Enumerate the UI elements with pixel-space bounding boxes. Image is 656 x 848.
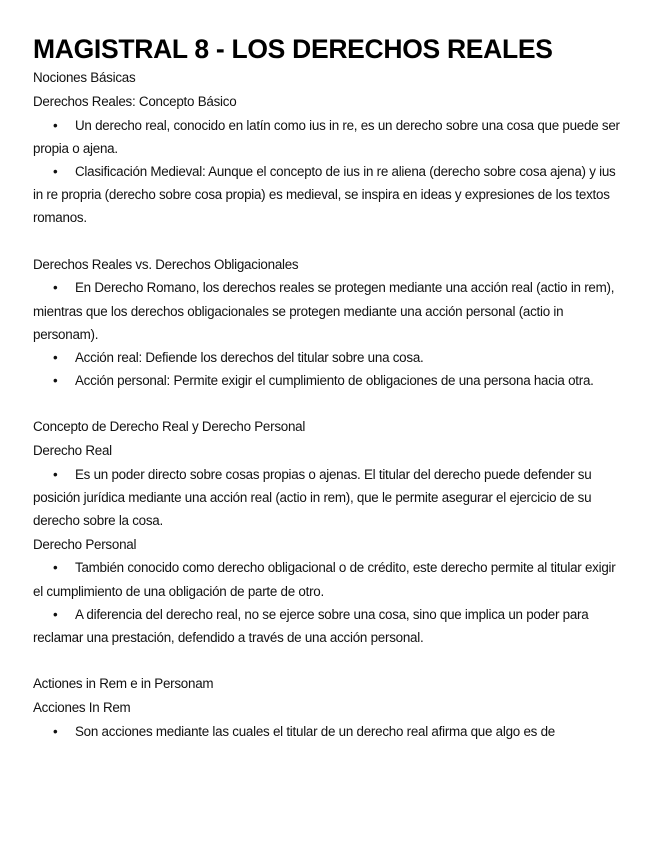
section-heading-concepto: Concepto de Derecho Real y Derecho Personal — [33, 419, 306, 435]
subsection-heading-derecho-personal: Derecho Personal — [33, 536, 137, 552]
document-page — [33, 34, 623, 743]
list-item: • A diferencia del derecho real, no se ejerce sobre una cosa, sino que implica un poder para reclamar una prestación, defendido a través de una acción personal. — [33, 603, 623, 649]
bullet-icon: • — [53, 467, 58, 483]
bullet-icon: • — [53, 117, 58, 133]
bullet-icon: • — [53, 350, 58, 366]
list-item: • Es un poder directo sobre cosas propias o ajenas. El titular del derecho puede defender su posición jurídica mediante una acción real (actio in rem), que le permite asegurar el ejercicio de su derecho sobre la cosa. — [33, 463, 623, 533]
bullet-icon: • — [53, 560, 58, 576]
subsection-heading-derecho-real: Derecho Real — [33, 443, 112, 459]
spacer — [33, 649, 623, 672]
list-item: • Un derecho real, conocido en latín como ius in re, es un derecho sobre una cosa que puede ser propia o ajena. — [33, 114, 623, 160]
list-item: • En Derecho Romano, los derechos reales se protegen mediante una acción real (actio in rem), mientras que los derechos obligacionales se protegen mediante una acción personal (actio in personam). — [33, 276, 623, 346]
subsection-heading-acciones-in-rem: Acciones In Rem — [33, 700, 131, 716]
bullet-icon: • — [53, 280, 58, 296]
section-heading-nociones: Nociones Básicas — [33, 70, 136, 85]
section-heading-actiones: Actiones in Rem e in Personam — [33, 676, 214, 692]
spacer — [33, 392, 623, 415]
subsection-heading-concepto-basico: Derechos Reales: Concepto Básico — [33, 93, 237, 109]
bullet-icon: • — [53, 164, 58, 179]
list-item: • Acción personal: Permite exigir el cumplimiento de obligaciones de una persona hacia otra. — [33, 369, 623, 392]
bullet-icon: • — [53, 373, 58, 389]
list-item: • Acción real: Defiende los derechos del titular sobre una cosa. — [33, 346, 623, 369]
section-heading-vs: Derechos Reales vs. Derechos Obligacionales — [33, 256, 299, 272]
spacer — [33, 230, 623, 253]
list-item: • Clasificación Medieval: Aunque el concepto de ius in re aliena (derecho sobre cosa ajena) y ius in re propria (derecho sobre cosa propia) es medieval, se inspira en ideas y expresiones de los textos romanos. — [33, 160, 623, 230]
bullet-icon: • — [53, 606, 58, 622]
bullet-icon: • — [53, 723, 58, 739]
document-title: MAGISTRAL 8 - LOS DERECHOS REALES — [33, 34, 553, 64]
list-item: • Son acciones mediante las cuales el titular de un derecho real afirma que algo es de — [33, 720, 623, 743]
list-item: • También conocido como derecho obligacional o de crédito, este derecho permite al titular exigir el cumplimiento de una obligación de parte de otro. — [33, 556, 623, 602]
